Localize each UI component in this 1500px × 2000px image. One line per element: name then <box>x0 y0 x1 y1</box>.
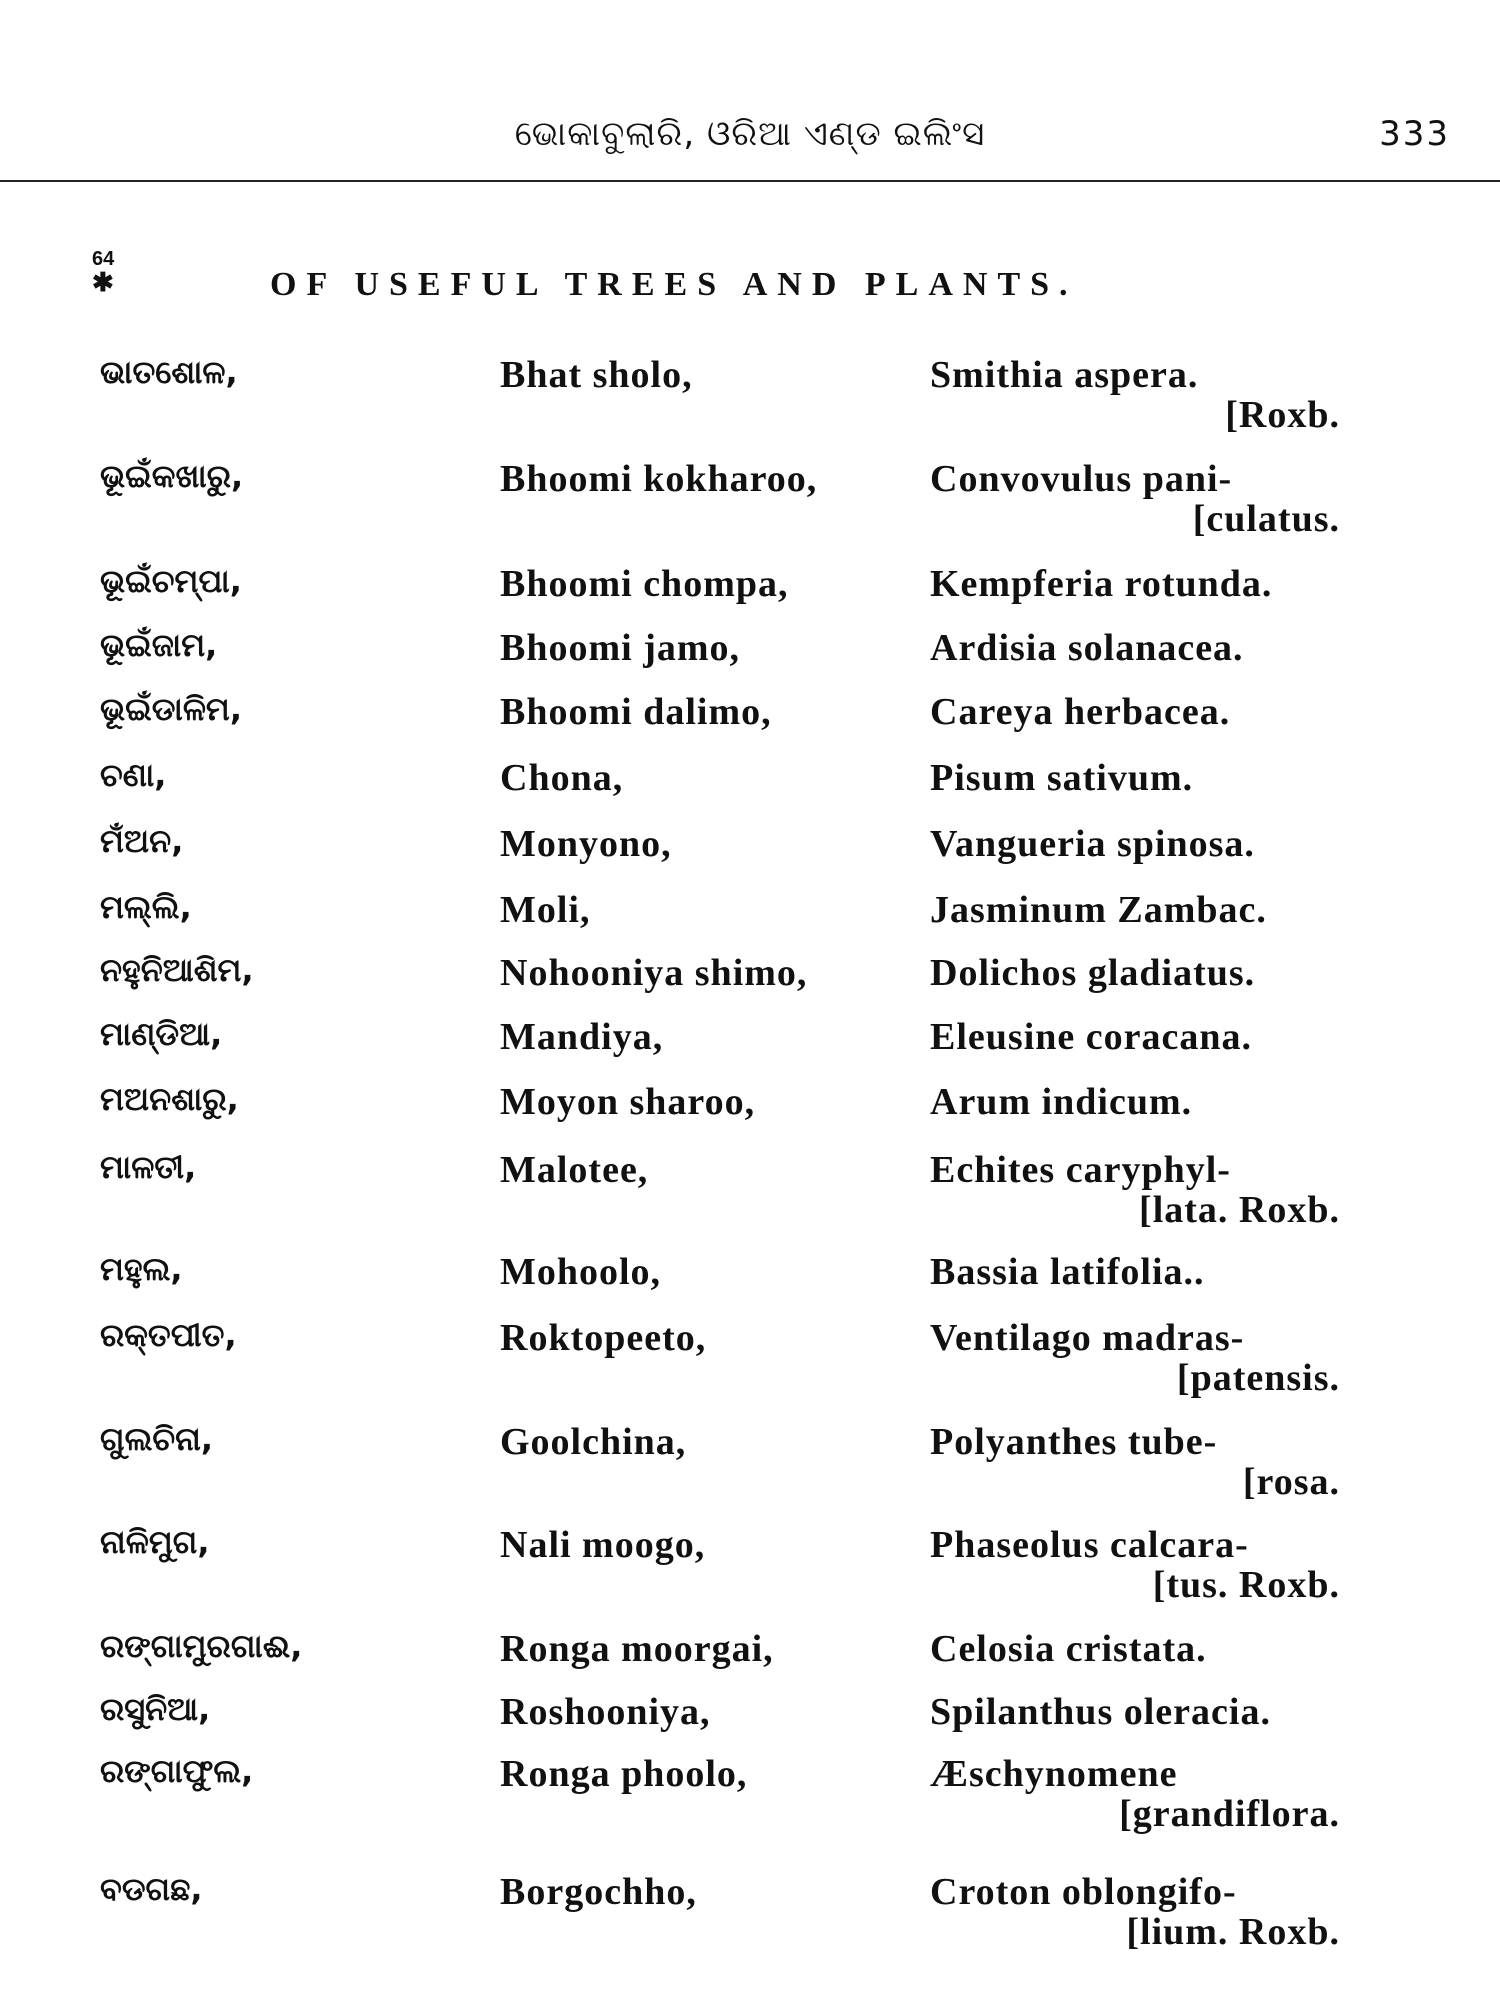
entry-row <box>0 1523 1500 1623</box>
original-page-number: 64 <box>92 248 115 270</box>
botanical-name: Eleusine coracana. <box>930 1016 1252 1058</box>
oriya-term: ଭୂଇଁଚମ୍ପା, <box>100 562 242 600</box>
entry-row <box>0 1870 1500 1970</box>
oriya-term: ଚଣା, <box>100 756 167 794</box>
transliteration: Borgochho, <box>500 1871 697 1913</box>
oriya-term: ମାଣ୍ଡିଆ, <box>100 1015 223 1053</box>
transliteration: Malotee, <box>500 1149 649 1191</box>
transliteration: Goolchina, <box>500 1421 687 1463</box>
entry-row <box>0 457 1500 557</box>
page-number: 333 <box>1379 114 1450 154</box>
transliteration: Moyon sharoo, <box>500 1081 756 1123</box>
transliteration: Moli, <box>500 889 591 931</box>
entry-row <box>0 1148 1500 1248</box>
transliteration: Nohooniya shimo, <box>500 952 808 994</box>
ink-blot-mark: ✱ <box>92 267 114 297</box>
botanical-name: Careya herbacea. <box>930 691 1231 733</box>
oriya-term: ଭୂଇଁଡାଳିମ, <box>100 690 243 728</box>
oriya-term: ରଙ୍ଗାମୁରଗାଈ, <box>100 1627 303 1665</box>
botanical-name: Croton oblongifo- <box>930 1871 1237 1913</box>
oriya-term: ଗୁଲଚିନା, <box>100 1420 214 1458</box>
transliteration: Mohoolo, <box>500 1251 662 1293</box>
botanical-name: Convovulus pani- <box>930 458 1233 500</box>
oriya-term: ରଙ୍ଗାଫୁଲ, <box>100 1752 254 1790</box>
botanical-name: Jasminum Zambac. <box>930 889 1267 931</box>
transliteration: Bhoomi jamo, <box>500 627 740 669</box>
botanical-name: Kempferia rotunda. <box>930 563 1273 605</box>
transliteration: Roktopeeto, <box>500 1317 707 1359</box>
transliteration: Bhat sholo, <box>500 354 693 396</box>
botanical-name-continuation: [rosa. <box>1242 1461 1340 1503</box>
entry-row <box>0 1420 1500 1520</box>
entry-row <box>0 353 1500 453</box>
running-title: ଭୋକାବୁଲାରି, ଓରିଆ ଏଣ୍ଡ ଇଲିଂସ <box>514 114 986 154</box>
botanical-name: Spilanthus oleracia. <box>930 1691 1271 1733</box>
botanical-name: Polyanthes tube- <box>930 1421 1218 1463</box>
botanical-name: Celosia cristata. <box>930 1628 1207 1670</box>
botanical-name: Phaseolus calcara- <box>930 1524 1249 1566</box>
oriya-term: ଭୂଇଁଜାମ, <box>100 626 218 664</box>
transliteration: Ronga phoolo, <box>500 1753 748 1795</box>
transliteration: Bhoomi kokharoo, <box>500 458 818 500</box>
botanical-name: Echites caryphyl- <box>930 1149 1231 1191</box>
section-heading: OF USEFUL TREES AND PLANTS. <box>270 266 1078 303</box>
oriya-term: ମହୁଲ, <box>100 1250 183 1288</box>
oriya-term: ନାଳିମୁଗ, <box>100 1523 210 1561</box>
botanical-name: Æschynomene <box>930 1753 1178 1795</box>
botanical-name-continuation: [culatus. <box>1192 498 1340 540</box>
oriya-term: ରକ୍ତପୀତ, <box>100 1316 237 1354</box>
botanical-name: Vangueria spinosa. <box>930 823 1255 865</box>
entry-row <box>0 1752 1500 1852</box>
botanical-name-continuation: [lata. Roxb. <box>1139 1189 1340 1231</box>
botanical-name-continuation: [grandiflora. <box>1119 1793 1340 1835</box>
transliteration: Bhoomi dalimo, <box>500 691 772 733</box>
botanical-name: Pisum sativum. <box>930 757 1194 799</box>
botanical-name: Bassia latifolia.. <box>930 1251 1205 1293</box>
oriya-term: ମାଳତୀ, <box>100 1148 197 1186</box>
botanical-name: Smithia aspera. <box>930 354 1199 396</box>
botanical-name-continuation: [Roxb. <box>1225 394 1340 436</box>
oriya-term: ରସୁନିଆ, <box>100 1690 211 1728</box>
oriya-term: ମଲ୍ଲି, <box>100 888 192 926</box>
transliteration: Roshooniya, <box>500 1691 711 1733</box>
oriya-term: ନହୁନିଆଶିମ, <box>100 951 254 989</box>
oriya-term: ଭୂଇଁକଖାରୁ, <box>100 457 244 495</box>
oriya-term: ମଅନଶାରୁ, <box>100 1080 239 1118</box>
botanical-name: Arum indicum. <box>930 1081 1193 1123</box>
botanical-name-continuation: [lium. Roxb. <box>1126 1911 1340 1953</box>
transliteration: Monyono, <box>500 823 672 865</box>
botanical-name-continuation: [patensis. <box>1176 1357 1340 1399</box>
transliteration: Ronga moorgai, <box>500 1628 774 1670</box>
botanical-name: Ventilago madras- <box>930 1317 1245 1359</box>
oriya-term: ଭାତଶୋଳ, <box>100 353 238 391</box>
transliteration: Nali moogo, <box>500 1524 706 1566</box>
transliteration: Chona, <box>500 757 624 799</box>
oriya-term: ବଡଗଛ, <box>100 1870 203 1908</box>
entry-row <box>0 1316 1500 1416</box>
botanical-name: Ardisia solanacea. <box>930 627 1244 669</box>
transliteration: Mandiya, <box>500 1016 664 1058</box>
transliteration: Bhoomi chompa, <box>500 563 789 605</box>
botanical-name-continuation: [tus. Roxb. <box>1152 1564 1340 1606</box>
oriya-term: ମଁଅନ, <box>100 822 184 860</box>
botanical-name: Dolichos gladiatus. <box>930 952 1256 994</box>
